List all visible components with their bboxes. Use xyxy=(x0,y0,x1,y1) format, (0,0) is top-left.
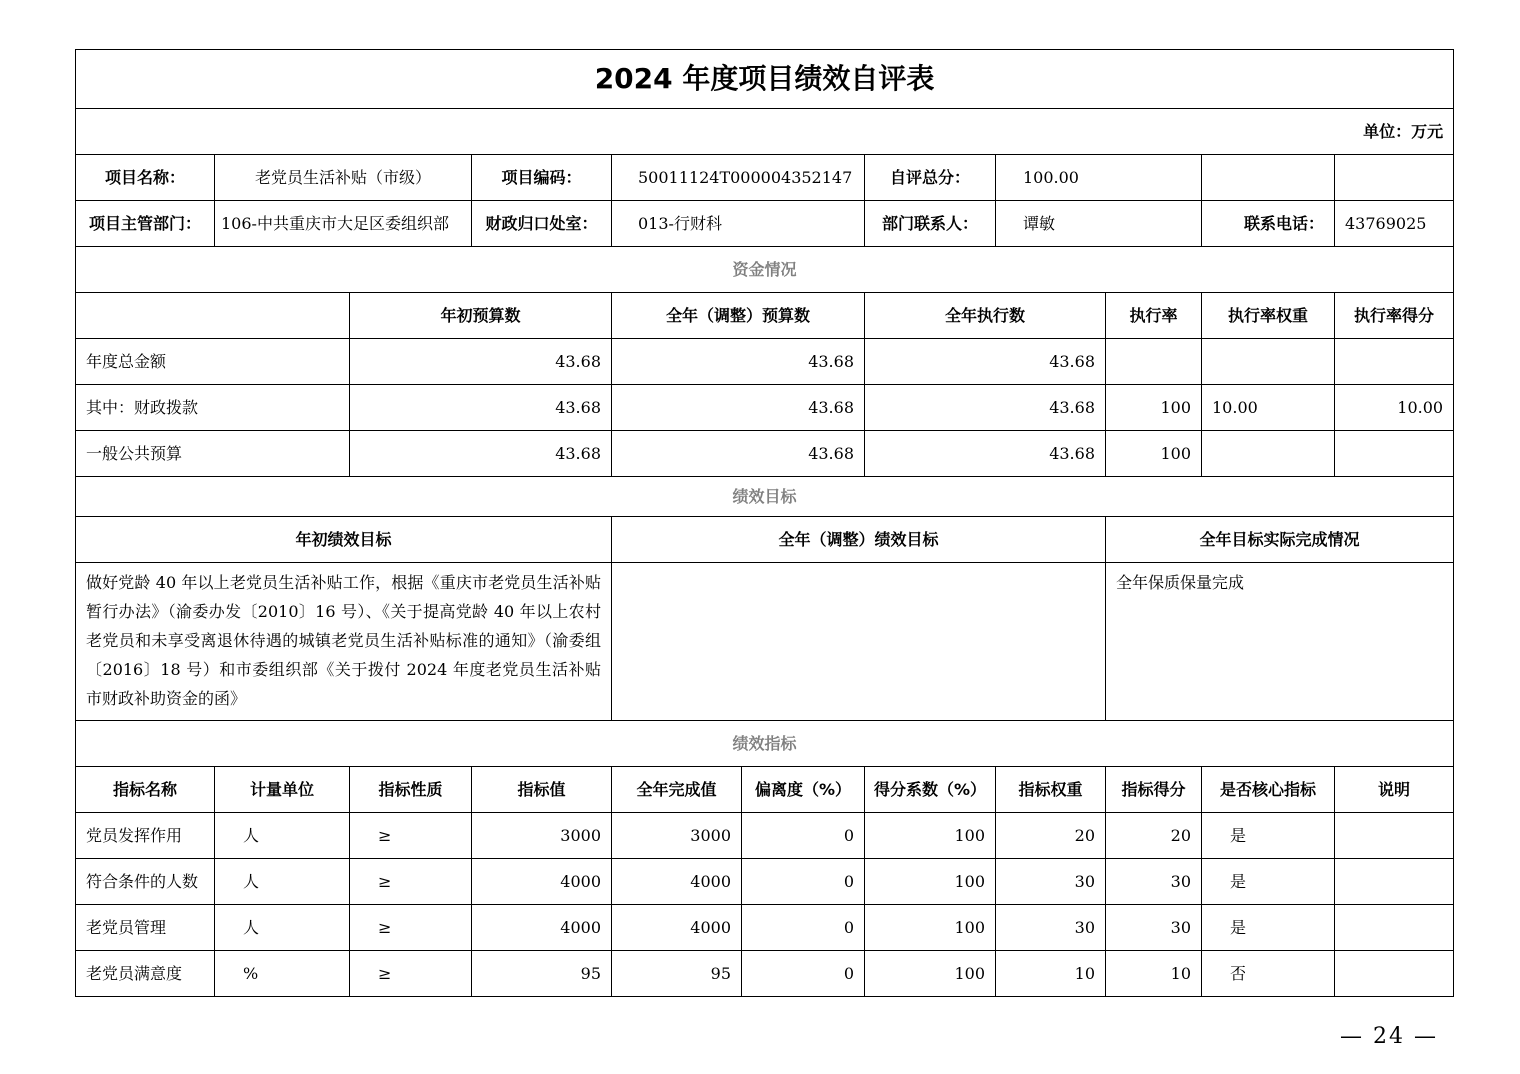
ind-header-deviation: 偏离度（%） xyxy=(742,767,865,813)
indicators-section-title: 绩效指标 xyxy=(76,721,1454,767)
goals-section-title: 绩效目标 xyxy=(76,477,1454,517)
indicator-row xyxy=(76,951,1454,997)
ind-coef: 100 xyxy=(865,951,996,997)
funds-header-weight: 执行率权重 xyxy=(1202,293,1335,339)
ind-header-coef: 得分系数（%） xyxy=(865,767,996,813)
funds-row-rate: 100 xyxy=(1106,431,1202,477)
self-evaluation-form xyxy=(75,49,1454,997)
ind-unit: 人 xyxy=(215,813,350,859)
funds-header-executed: 全年执行数 xyxy=(865,293,1106,339)
ind-name: 党员发挥作用 xyxy=(76,813,215,859)
page-number: — 24 — xyxy=(1340,1024,1438,1049)
ind-target: 4000 xyxy=(472,905,612,951)
ind-actual: 3000 xyxy=(612,813,742,859)
ind-note xyxy=(1335,859,1454,905)
ind-coef: 100 xyxy=(865,859,996,905)
total-score-label: 自评总分： xyxy=(865,155,996,201)
goals-header-actual: 全年目标实际完成情况 xyxy=(1106,517,1454,563)
funds-row-adjusted: 43.68 xyxy=(612,339,865,385)
funds-header-blank xyxy=(76,293,350,339)
goals-header-initial: 年初绩效目标 xyxy=(76,517,612,563)
funds-section-title: 资金情况 xyxy=(76,247,1454,293)
ind-score: 30 xyxy=(1106,905,1202,951)
indicator-row xyxy=(76,813,1454,859)
ind-deviation: 0 xyxy=(742,951,865,997)
funds-row-executed: 43.68 xyxy=(865,431,1106,477)
form-table xyxy=(75,49,1454,997)
ind-nature: ≥ xyxy=(350,905,472,951)
ind-unit: 人 xyxy=(215,859,350,905)
ind-core: 是 xyxy=(1202,905,1335,951)
ind-header-target: 指标值 xyxy=(472,767,612,813)
ind-header-core: 是否核心指标 xyxy=(1202,767,1335,813)
info-row-1 xyxy=(76,155,1454,201)
ind-score: 30 xyxy=(1106,859,1202,905)
ind-header-actual: 全年完成值 xyxy=(612,767,742,813)
ind-name: 老党员管理 xyxy=(76,905,215,951)
ind-header-nature: 指标性质 xyxy=(350,767,472,813)
ind-target: 95 xyxy=(472,951,612,997)
goals-header-adjusted: 全年（调整）绩效目标 xyxy=(612,517,1106,563)
funds-header-adjusted: 全年（调整）预算数 xyxy=(612,293,865,339)
ind-coef: 100 xyxy=(865,813,996,859)
phone-value: 43769025 xyxy=(1335,201,1454,247)
goals-adjusted-text xyxy=(612,563,1106,721)
project-name-value: 老党员生活补贴（市级） xyxy=(215,155,472,201)
ind-header-score: 指标得分 xyxy=(1106,767,1202,813)
ind-weight: 10 xyxy=(996,951,1106,997)
total-score-value: 100.00 xyxy=(996,155,1202,201)
ind-target: 4000 xyxy=(472,859,612,905)
indicator-row xyxy=(76,859,1454,905)
funds-row-rate xyxy=(1106,339,1202,385)
project-code-label: 项目编码： xyxy=(472,155,612,201)
dept-value: 106-中共重庆市大足区委组织部 xyxy=(215,201,472,247)
funds-row xyxy=(76,339,1454,385)
form-title: 2024 年度项目绩效自评表 xyxy=(76,50,1454,109)
funds-header-initial: 年初预算数 xyxy=(350,293,612,339)
info-empty-cell xyxy=(1202,155,1335,201)
project-code-value: 50011124T000004352147 xyxy=(612,155,865,201)
finance-value: 013-行财科 xyxy=(612,201,865,247)
ind-deviation: 0 xyxy=(742,813,865,859)
indicators-header-row xyxy=(76,767,1454,813)
funds-row-name: 年度总金额 xyxy=(76,339,350,385)
ind-header-weight: 指标权重 xyxy=(996,767,1106,813)
funds-row-weight xyxy=(1202,431,1335,477)
ind-deviation: 0 xyxy=(742,905,865,951)
funds-row xyxy=(76,431,1454,477)
ind-weight: 20 xyxy=(996,813,1106,859)
ind-actual: 95 xyxy=(612,951,742,997)
ind-actual: 4000 xyxy=(612,905,742,951)
ind-deviation: 0 xyxy=(742,859,865,905)
funds-header-score: 执行率得分 xyxy=(1335,293,1454,339)
funds-row-adjusted: 43.68 xyxy=(612,431,865,477)
ind-unit: 人 xyxy=(215,905,350,951)
ind-core: 是 xyxy=(1202,859,1335,905)
funds-row-name: 一般公共预算 xyxy=(76,431,350,477)
contact-label: 部门联系人： xyxy=(865,201,996,247)
funds-row xyxy=(76,385,1454,431)
ind-core: 否 xyxy=(1202,951,1335,997)
finance-label: 财政归口处室： xyxy=(472,201,612,247)
funds-row-adjusted: 43.68 xyxy=(612,385,865,431)
ind-note xyxy=(1335,905,1454,951)
ind-nature: ≥ xyxy=(350,859,472,905)
ind-nature: ≥ xyxy=(350,951,472,997)
goals-actual-text: 全年保质保量完成 xyxy=(1106,563,1454,721)
funds-row-executed: 43.68 xyxy=(865,339,1106,385)
ind-note xyxy=(1335,951,1454,997)
ind-header-name: 指标名称 xyxy=(76,767,215,813)
funds-row-rate: 100 xyxy=(1106,385,1202,431)
dept-label: 项目主管部门： xyxy=(76,201,215,247)
funds-row-initial: 43.68 xyxy=(350,385,612,431)
funds-row-weight: 10.00 xyxy=(1202,385,1335,431)
ind-coef: 100 xyxy=(865,905,996,951)
unit-label: 单位：万元 xyxy=(76,109,1454,155)
funds-row-executed: 43.68 xyxy=(865,385,1106,431)
funds-header-row xyxy=(76,293,1454,339)
funds-header-rate: 执行率 xyxy=(1106,293,1202,339)
ind-weight: 30 xyxy=(996,905,1106,951)
ind-name: 老党员满意度 xyxy=(76,951,215,997)
funds-row-initial: 43.68 xyxy=(350,339,612,385)
goals-content-row xyxy=(76,563,1454,721)
contact-value: 谭敏 xyxy=(996,201,1202,247)
ind-header-unit: 计量单位 xyxy=(215,767,350,813)
funds-row-weight xyxy=(1202,339,1335,385)
project-name-label: 项目名称： xyxy=(76,155,215,201)
ind-header-note: 说明 xyxy=(1335,767,1454,813)
ind-weight: 30 xyxy=(996,859,1106,905)
goals-header-row xyxy=(76,517,1454,563)
ind-note xyxy=(1335,813,1454,859)
funds-row-score xyxy=(1335,431,1454,477)
ind-score: 10 xyxy=(1106,951,1202,997)
funds-row-name: 其中：财政拨款 xyxy=(76,385,350,431)
funds-row-initial: 43.68 xyxy=(350,431,612,477)
ind-nature: ≥ xyxy=(350,813,472,859)
info-empty-cell xyxy=(1335,155,1454,201)
ind-name: 符合条件的人数 xyxy=(76,859,215,905)
funds-row-score: 10.00 xyxy=(1335,385,1454,431)
ind-core: 是 xyxy=(1202,813,1335,859)
ind-unit: % xyxy=(215,951,350,997)
ind-actual: 4000 xyxy=(612,859,742,905)
phone-label: 联系电话： xyxy=(1202,201,1335,247)
funds-row-score xyxy=(1335,339,1454,385)
ind-score: 20 xyxy=(1106,813,1202,859)
info-row-2 xyxy=(76,201,1454,247)
ind-target: 3000 xyxy=(472,813,612,859)
goals-initial-text: 做好党龄 40 年以上老党员生活补贴工作，根据《重庆市老党员生活补贴暂行办法》（渝委办发〔2010〕16 号）、《关于提高党龄 40 年以上农村老党员和未享受离退休待遇的城镇老党员生活补贴标准的通知》（渝委组〔2016〕18 号）和市委组织部《关于拨付 2024 年度老党员生活补贴市财政补助资金的函》 xyxy=(76,563,612,721)
indicator-row xyxy=(76,905,1454,951)
